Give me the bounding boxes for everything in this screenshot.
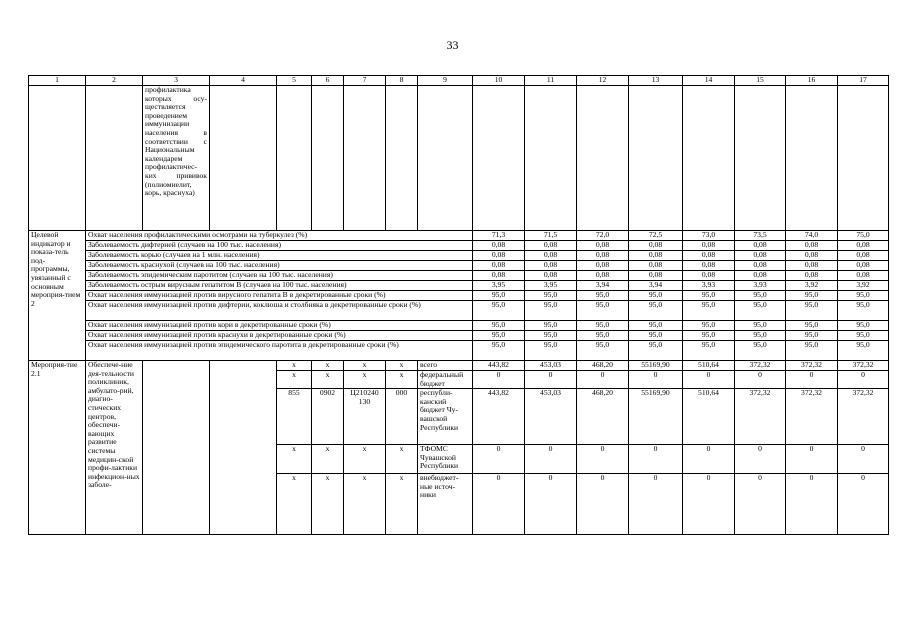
indicator-name: Охват населения иммунизацией против краснухи в декретированные сроки (%) — [86, 331, 473, 341]
page-number: 33 — [446, 38, 459, 52]
measure-description: Обеспече-ние дея-тельности поликлиник, амбулато-рий, диагно-стических центров, обеспечи-вающих развитие системы медицин-ской профи-лактики инфекцион-ных заболе- — [86, 361, 143, 535]
empty-cell — [418, 86, 473, 231]
indicator-value: 95,0 — [683, 301, 735, 321]
indicator-name: Заболеваемость краснухой (случаев на 100 тыс. населения) — [86, 261, 473, 271]
funding-value: 55169,90 — [629, 389, 683, 445]
funding-value: 0 — [525, 445, 577, 474]
funding-value: 453,03 — [525, 361, 577, 371]
indicator-value: 0,08 — [473, 261, 525, 271]
indicator-value: 0,08 — [577, 261, 629, 271]
indicator-value: 95,0 — [577, 331, 629, 341]
indicator-name: Охват населения иммунизацией против кори в декретированные сроки (%) — [86, 321, 473, 331]
funding-source: всего — [418, 361, 473, 371]
indicator-value: 95,0 — [473, 321, 525, 331]
indicator-value: 95,0 — [577, 321, 629, 331]
measure-label: Мероприя-тие 2.1 — [29, 361, 86, 535]
indicator-value: 95,0 — [735, 321, 786, 331]
indicator-row — [29, 291, 889, 301]
funding-source: федеральный бюджет — [418, 371, 473, 389]
indicator-value: 0,08 — [786, 241, 838, 251]
indicator-row — [29, 301, 889, 321]
indicator-row — [29, 261, 889, 271]
indicator-value: 95,0 — [473, 341, 525, 361]
funding-value: 372,32 — [838, 389, 889, 445]
empty-cell — [210, 86, 277, 231]
indicator-name: Заболеваемость эпидемическим паротитом (случаев на 100 тыс. населения) — [86, 271, 473, 281]
empty-cell — [525, 86, 577, 231]
indicator-value: 95,0 — [525, 301, 577, 321]
indicator-value: 72,5 — [629, 231, 683, 241]
header-cell: 7 — [344, 76, 386, 86]
indicator-row — [29, 331, 889, 341]
header-cell: 13 — [629, 76, 683, 86]
funding-source: республи-канский бюджет Чу-вашской Республики — [418, 389, 473, 445]
header-cell: 3 — [143, 76, 210, 86]
target-code: x — [344, 361, 386, 371]
indicator-name: Заболеваемость дифтерией (случаев на 100 тыс. населения) — [86, 241, 473, 251]
expense-code: x — [386, 371, 418, 389]
indicator-value: 0,08 — [786, 271, 838, 281]
indicator-value: 3,95 — [473, 281, 525, 291]
target-indicator-label: Целевой индикатор и показа-тель под-программы, увязанный с основным мероприя-тием 2 — [29, 231, 86, 361]
indicator-value: 95,0 — [683, 341, 735, 361]
indicator-value: 0,08 — [629, 241, 683, 251]
indicator-value: 3,93 — [735, 281, 786, 291]
funding-value: 372,32 — [838, 361, 889, 371]
indicator-value: 95,0 — [577, 341, 629, 361]
indicator-row — [29, 321, 889, 331]
indicator-value: 95,0 — [629, 291, 683, 301]
indicator-value: 95,0 — [629, 331, 683, 341]
indicator-value: 95,0 — [577, 301, 629, 321]
indicator-value: 0,08 — [683, 251, 735, 261]
empty-cell — [143, 361, 210, 535]
indicator-row — [29, 231, 889, 241]
empty-cell — [838, 86, 889, 231]
funding-value: 0 — [525, 371, 577, 389]
indicator-row — [29, 251, 889, 261]
indicator-value: 0,08 — [525, 241, 577, 251]
indicator-value: 0,08 — [629, 251, 683, 261]
program-table — [28, 75, 889, 535]
indicator-value: 95,0 — [786, 341, 838, 361]
indicator-value: 95,0 — [735, 341, 786, 361]
header-cell: 2 — [86, 76, 143, 86]
target-code: x — [344, 474, 386, 535]
target-code: x — [344, 445, 386, 474]
funding-value: 0 — [629, 445, 683, 474]
empty-cell — [312, 86, 344, 231]
indicator-value: 95,0 — [473, 301, 525, 321]
indicator-value: 95,0 — [577, 291, 629, 301]
indicator-value: 0,08 — [473, 271, 525, 281]
indicator-value: 95,0 — [786, 291, 838, 301]
indicator-value: 3,92 — [786, 281, 838, 291]
ministry-code: 855 — [277, 389, 312, 445]
funding-value: 468,20 — [577, 389, 629, 445]
indicator-value: 0,08 — [838, 271, 889, 281]
funding-value: 443,82 — [473, 361, 525, 371]
indicator-name: Заболеваемость корью (случаев на 1 млн. населения) — [86, 251, 473, 261]
empty-cell — [29, 86, 86, 231]
indicator-value: 0,08 — [577, 241, 629, 251]
funding-value: 468,20 — [577, 361, 629, 371]
indicator-value: 71,3 — [473, 231, 525, 241]
indicator-value: 95,0 — [525, 341, 577, 361]
indicator-value: 0,08 — [683, 241, 735, 251]
expense-code: x — [386, 474, 418, 535]
funding-value: 372,32 — [786, 361, 838, 371]
indicator-value: 0,08 — [473, 241, 525, 251]
indicator-value: 3,92 — [838, 281, 889, 291]
funding-value: 0 — [786, 371, 838, 389]
header-cell: 8 — [386, 76, 418, 86]
indicator-value: 0,08 — [735, 261, 786, 271]
indicator-value: 75,0 — [838, 231, 889, 241]
funding-value: 0 — [786, 445, 838, 474]
indicator-value: 71,5 — [525, 231, 577, 241]
indicator-value: 95,0 — [735, 301, 786, 321]
section-code: x — [312, 361, 344, 371]
indicator-value: 95,0 — [735, 331, 786, 341]
empty-cell — [210, 361, 277, 535]
section-code: x — [312, 474, 344, 535]
funding-value: 372,32 — [735, 361, 786, 371]
funding-value: 0 — [629, 474, 683, 535]
indicator-value: 0,08 — [838, 241, 889, 251]
section-code: x — [312, 445, 344, 474]
funding-value: 372,32 — [786, 389, 838, 445]
indicator-value: 73,5 — [735, 231, 786, 241]
indicator-value: 0,08 — [629, 261, 683, 271]
indicator-value: 95,0 — [473, 331, 525, 341]
funding-value: 0 — [735, 445, 786, 474]
indicator-value: 0,08 — [735, 271, 786, 281]
ministry-code: x — [277, 371, 312, 389]
funding-value: 0 — [473, 371, 525, 389]
indicator-value: 95,0 — [629, 301, 683, 321]
indicator-name: Заболеваемость острым вирусным гепатитом В (случаев на 100 тыс. населения) — [86, 281, 473, 291]
indicator-value: 3,95 — [525, 281, 577, 291]
indicator-value: 95,0 — [473, 291, 525, 301]
indicator-value: 0,08 — [525, 271, 577, 281]
funding-value: 0 — [838, 445, 889, 474]
indicator-value: 95,0 — [683, 291, 735, 301]
indicator-value: 0,08 — [577, 271, 629, 281]
indicator-value: 0,08 — [683, 271, 735, 281]
section-code: 0902 — [312, 389, 344, 445]
table-body — [29, 76, 889, 535]
indicator-value: 95,0 — [838, 331, 889, 341]
indicator-row — [29, 241, 889, 251]
header-cell: 15 — [735, 76, 786, 86]
funding-value: 0 — [629, 371, 683, 389]
target-code: x — [344, 371, 386, 389]
funding-value: 0 — [683, 371, 735, 389]
ministry-code: x — [277, 474, 312, 535]
ministry-code: x — [277, 445, 312, 474]
funding-value: 0 — [838, 474, 889, 535]
empty-cell — [683, 86, 735, 231]
indicator-value: 95,0 — [838, 301, 889, 321]
header-row — [29, 76, 889, 86]
expense-code: 000 — [386, 389, 418, 445]
funding-value: 55169,90 — [629, 361, 683, 371]
header-cell: 16 — [786, 76, 838, 86]
indicator-value: 95,0 — [629, 321, 683, 331]
indicator-value: 0,08 — [525, 261, 577, 271]
indicator-value: 95,0 — [838, 321, 889, 331]
indicator-value: 95,0 — [683, 331, 735, 341]
funding-value: 0 — [473, 474, 525, 535]
indicator-value: 0,08 — [838, 261, 889, 271]
funding-source: ТФОМС Чувашской Республики — [418, 445, 473, 474]
indicator-name: Охват населения иммунизацией против дифтерии, коклюша и столбняка в декретированные сроки (%) — [86, 301, 473, 321]
indicator-value: 3,93 — [683, 281, 735, 291]
funding-value: 0 — [786, 474, 838, 535]
funding-value: 0 — [473, 445, 525, 474]
empty-cell — [786, 86, 838, 231]
target-code: Ц210240 130 — [344, 389, 386, 445]
header-cell: 4 — [210, 76, 277, 86]
funding-value: 453,03 — [525, 389, 577, 445]
header-cell: 5 — [277, 76, 312, 86]
section-code: x — [312, 371, 344, 389]
funding-value: 0 — [683, 474, 735, 535]
indicator-value: 73,0 — [683, 231, 735, 241]
empty-cell — [277, 86, 312, 231]
indicator-value: 95,0 — [525, 291, 577, 301]
empty-cell — [86, 86, 143, 231]
indicator-value: 0,08 — [786, 261, 838, 271]
indicator-value: 0,08 — [525, 251, 577, 261]
header-cell: 11 — [525, 76, 577, 86]
indicator-value: 95,0 — [735, 291, 786, 301]
indicator-name: Охват населения иммунизацией против эпидемического паротита в декретированные сроки (%) — [86, 341, 473, 361]
funding-value: 0 — [577, 371, 629, 389]
indicator-value: 0,08 — [735, 241, 786, 251]
indicator-value: 95,0 — [525, 331, 577, 341]
header-cell: 1 — [29, 76, 86, 86]
expense-code: x — [386, 445, 418, 474]
indicator-value: 95,0 — [786, 301, 838, 321]
indicator-row — [29, 341, 889, 361]
indicator-value: 95,0 — [629, 341, 683, 361]
indicator-value: 0,08 — [683, 261, 735, 271]
funding-value: 0 — [838, 371, 889, 389]
indicator-value: 0,08 — [629, 271, 683, 281]
indicator-row — [29, 281, 889, 291]
indicator-value: 3,94 — [577, 281, 629, 291]
header-cell: 12 — [577, 76, 629, 86]
indicator-value: 0,08 — [735, 251, 786, 261]
intro-row — [29, 86, 889, 231]
indicator-name: Охват населения иммунизацией против вирусного гепатита В в декретированные сроки (%) — [86, 291, 473, 301]
expense-code: x — [386, 361, 418, 371]
indicator-value: 3,94 — [629, 281, 683, 291]
funding-value: 443,82 — [473, 389, 525, 445]
funding-value: 0 — [525, 474, 577, 535]
indicator-value: 95,0 — [786, 321, 838, 331]
ministry-code: x — [277, 361, 312, 371]
empty-cell — [473, 86, 525, 231]
indicator-value: 0,08 — [577, 251, 629, 261]
indicator-value: 95,0 — [786, 331, 838, 341]
indicator-value: 72,0 — [577, 231, 629, 241]
funding-value: 0 — [577, 474, 629, 535]
funding-value: 0 — [577, 445, 629, 474]
header-cell: 6 — [312, 76, 344, 86]
indicator-value: 95,0 — [683, 321, 735, 331]
funding-source: внебюджет-ные источ-ники — [418, 474, 473, 535]
indicator-value: 74,0 — [786, 231, 838, 241]
indicator-row — [29, 271, 889, 281]
empty-cell — [735, 86, 786, 231]
funding-value: 372,32 — [735, 389, 786, 445]
indicator-value: 95,0 — [838, 291, 889, 301]
indicator-value: 0,08 — [786, 251, 838, 261]
funding-value: 0 — [683, 445, 735, 474]
funding-value: 510,64 — [683, 389, 735, 445]
funding-row — [29, 361, 889, 371]
funding-value: 0 — [735, 474, 786, 535]
empty-cell — [344, 86, 386, 231]
indicator-value: 0,08 — [838, 251, 889, 261]
indicator-value: 95,0 — [838, 341, 889, 361]
empty-cell — [386, 86, 418, 231]
funding-value: 510,64 — [683, 361, 735, 371]
empty-cell — [629, 86, 683, 231]
header-cell: 17 — [838, 76, 889, 86]
header-cell: 14 — [683, 76, 735, 86]
header-cell: 10 — [473, 76, 525, 86]
indicator-value: 95,0 — [525, 321, 577, 331]
empty-cell — [577, 86, 629, 231]
indicator-value: 0,08 — [473, 251, 525, 261]
indicator-name: Охват населения профилактическими осмотрами на туберкулез (%) — [86, 231, 473, 241]
header-cell: 9 — [418, 76, 473, 86]
funding-value: 0 — [735, 371, 786, 389]
intro-description: профилактика которых осу-ществляется проведением иммунизации населения в соответствии с Национальным календарем профилактичес-ких прививок (полиомиелит, корь, краснуха) — [143, 86, 210, 231]
